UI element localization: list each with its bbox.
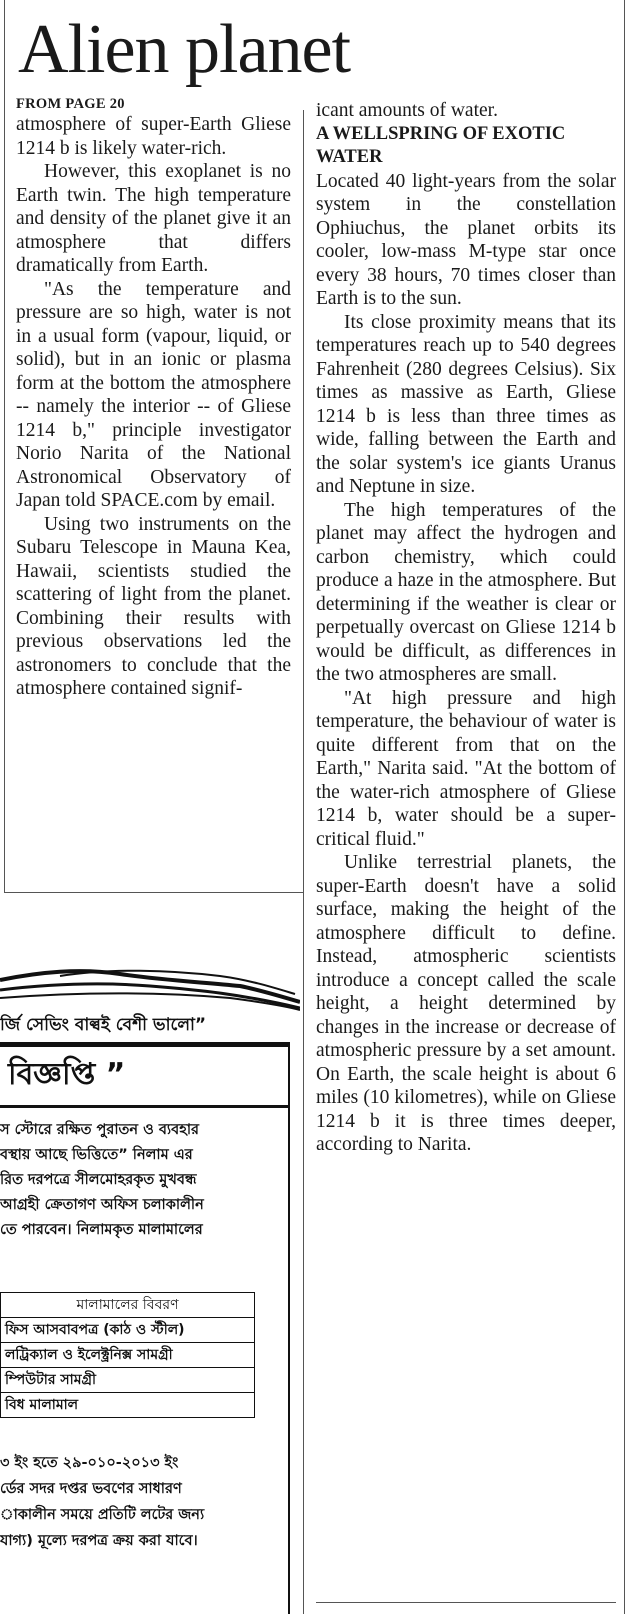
right-paragraph-1: Located 40 light-years from the solar system in the constellation Ophiuchus, the planet orbits its cooler, low-mass M-type star once every 38 hours, 70 times closer than Earth is to the sun. <box>316 170 616 309</box>
ad-body-line: াকালীন সময়ে প্রতিটি লটের জন্য <box>0 1507 205 1523</box>
ad-table-header: মালামালের বিবরণ <box>1 1293 255 1318</box>
ad-table-row: ম্পিউটার সামগ্রী <box>1 1368 255 1393</box>
headline: Alien planet <box>18 11 351 88</box>
ad-title: বিজ্ঞপ্তি ” <box>8 1057 126 1092</box>
left-column <box>16 96 291 701</box>
ad-body-line: বস্থায় আছে ভিত্তিতে” নিলাম এর <box>0 1147 193 1163</box>
left-border-rule <box>4 0 5 892</box>
right-paragraph-3: The high temperatures of the planet may affect the hydrogen and carbon chemistry, which could produce a haze in the atmosphere. But determining if the weather is clear or perpetually overcast on Gliese 1214 b would be difficult, as differences in the two atmospheres are small. <box>316 499 616 685</box>
ad-table-row: লট্রিক্যাল ও ইলেক্ট্রনিক্স সামগ্রী <box>1 1343 255 1368</box>
right-paragraph-4: "At high pressure and high temperature, the behaviour of water is quite different from that on the Earth," Narita said. "At the bottom of the water-rich atmosphere of Gliese 1214 b, water should be a super-critical fluid." <box>316 687 616 850</box>
ad-title-rule <box>0 1105 288 1108</box>
column-bottom-rule <box>4 892 303 893</box>
right-column <box>316 99 616 1157</box>
left-paragraph-4: Using two instruments on the Subaru Telescope in Mauna Kea, Hawaii, scientists studied the scattering of light from the planet. Combining their results with previous observations led the astronomers to conclude that the atmosphere contained signif- <box>16 513 291 699</box>
left-paragraph-1: atmosphere of super-Earth Gliese 1214 b is likely water-rich. <box>16 114 291 159</box>
ad-items-table <box>0 1292 255 1418</box>
section-subhead: A WELLSPRING OF EXOTIC WATER <box>316 123 566 167</box>
ad-body-line: র্ডের সদর দপ্তর ভবণের সাধারণ <box>0 1481 182 1497</box>
kicker-from-page: FROM PAGE 20 <box>16 96 125 112</box>
ad-body-line: রিত দরপত্রে সীলমোহরকৃত মুখবন্ধ <box>0 1172 197 1188</box>
ad-body-line: আগ্রহী ক্রেতাগণ অফিস চলাকালীন <box>0 1197 204 1213</box>
column-divider-rule <box>303 110 304 1614</box>
right-paragraph-2: Its close proximity means that its temperatures reach up to 540 degrees Fahrenheit (280 degrees Celsius). Six times as massive as Earth, Gliese 1214 b is less than three times as wide, falling between the Earth and the solar system's ice giants Uranus and Neptune in size. <box>316 311 616 497</box>
ad-slogan: র্জি সেভিং বাল্বই বেশী ভালো” <box>0 1015 207 1035</box>
right-column-bottom-rule <box>316 1602 616 1603</box>
left-paragraph-3: "As the temperature and pressure are so high, water is not in a usual form (vapour, liquid, or solid), but in an ionic or plasma form at the bottom the atmosphere -- namely the interior -- of Gliese 1214 b," principle investigator Norio Narita of the National Astronomical Observatory of Japan told SPACE.com by email. <box>16 278 291 511</box>
advertisement <box>0 940 300 1614</box>
ad-body-line: ৩ ইং হতে ২৯-০১০-২০১৩ ইং <box>0 1455 179 1471</box>
right-continuation: icant amounts of water. <box>316 100 498 121</box>
ad-body <box>0 1118 282 1243</box>
right-paragraph-5: Unlike terrestrial planets, the super-Earth doesn't have a solid surface, making the height of the atmosphere difficult to define. Instead, atmospheric scientists introduce a concept called the scale height, a height determined by changes in the increase or decrease of atmospheric pressure by a set amount. On Earth, the scale height is about 6 miles (10 kilometres), while on Gliese 1214 b it is three times deeper, according to Narita. <box>316 852 616 1155</box>
ad-table-row: বিধ মালামাল <box>1 1393 255 1418</box>
right-border-rule <box>624 0 625 1614</box>
ad-table-row: ফিস আসবাবপত্র (কাঠ ও স্টীল) <box>1 1318 255 1343</box>
ad-body-line: যাগ্য) মূল্যে দরপত্র ক্রয় করা যাবে। <box>0 1533 198 1549</box>
ad-decorative-scribble <box>0 962 300 1012</box>
ad-body-line: তে পারবেন। নিলামকৃত মালামালের <box>0 1222 203 1238</box>
ad-body-2 <box>0 1450 282 1554</box>
ad-body-line: স স্টোরে রক্ষিত পুরাতন ও ব্যবহার <box>0 1122 199 1138</box>
left-paragraph-2: However, this exoplanet is no Earth twin. The high temperature and density of the planet give it an atmosphere that differs dramatically from Earth. <box>16 161 291 276</box>
